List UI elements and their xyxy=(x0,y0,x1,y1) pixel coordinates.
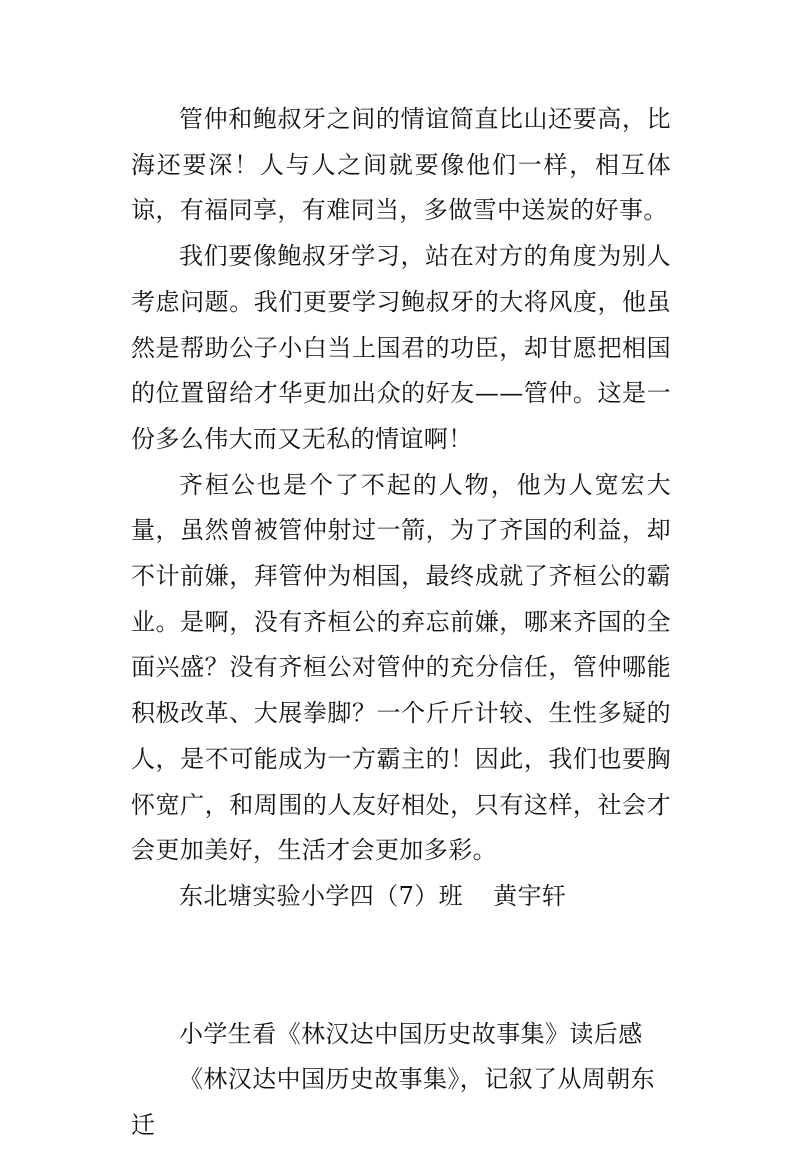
signature-line xyxy=(131,874,671,920)
paragraph-learn-from-baoshuya: 我们要像鲍叔牙学习，站在对方的角度为别人考虑问题。我们更要学习鲍叔牙的大将风度，他虽然是帮助公子小白当上国君的功臣，却甘愿把相国的位置留给才华更加出众的好友——管仲。这是一份多么伟大而又无私的情谊啊！ xyxy=(131,242,671,453)
paragraph-qi-huangong: 齐桓公也是个了不起的人物，他为人宽宏大量，虽然曾被管仲射过一箭，为了齐国的利益，却不计前嫌，拜管仲为相国，最终成就了齐桓公的霸业。是啊，没有齐桓公的弃忘前嫌，哪来齐国的全面兴盛？没有齐桓公对管仲的充分信任，管仲哪能积极改革、大展拳脚？一个斤斤计较、生性多疑的人，是不可能成为一方霸主的！因此，我们也要胸怀宽广，和周围的人友好相处，只有这样，社会才会更加美好，生活才会更加多彩。 xyxy=(131,470,671,865)
next-essay-first-line: 《林汉达中国历史故事集》，记叙了从周朝东迁 xyxy=(131,1065,655,1140)
paragraph-friendship: 管仲和鲍叔牙之间的情谊简直比山还要高，比海还要深！人与人之间就要像他们一样，相互体谅，有福同享，有难同当，多做雪中送炭的好事。 xyxy=(131,105,671,225)
next-essay-title: 小学生看《林汉达中国历史故事集》读后感 xyxy=(179,1019,643,1048)
document-body xyxy=(131,97,671,1149)
signature-name: 黄宇轩 xyxy=(493,881,567,910)
section-gap xyxy=(131,920,671,1012)
signature-school: 东北塘实验小学四（7）班 xyxy=(179,881,464,910)
